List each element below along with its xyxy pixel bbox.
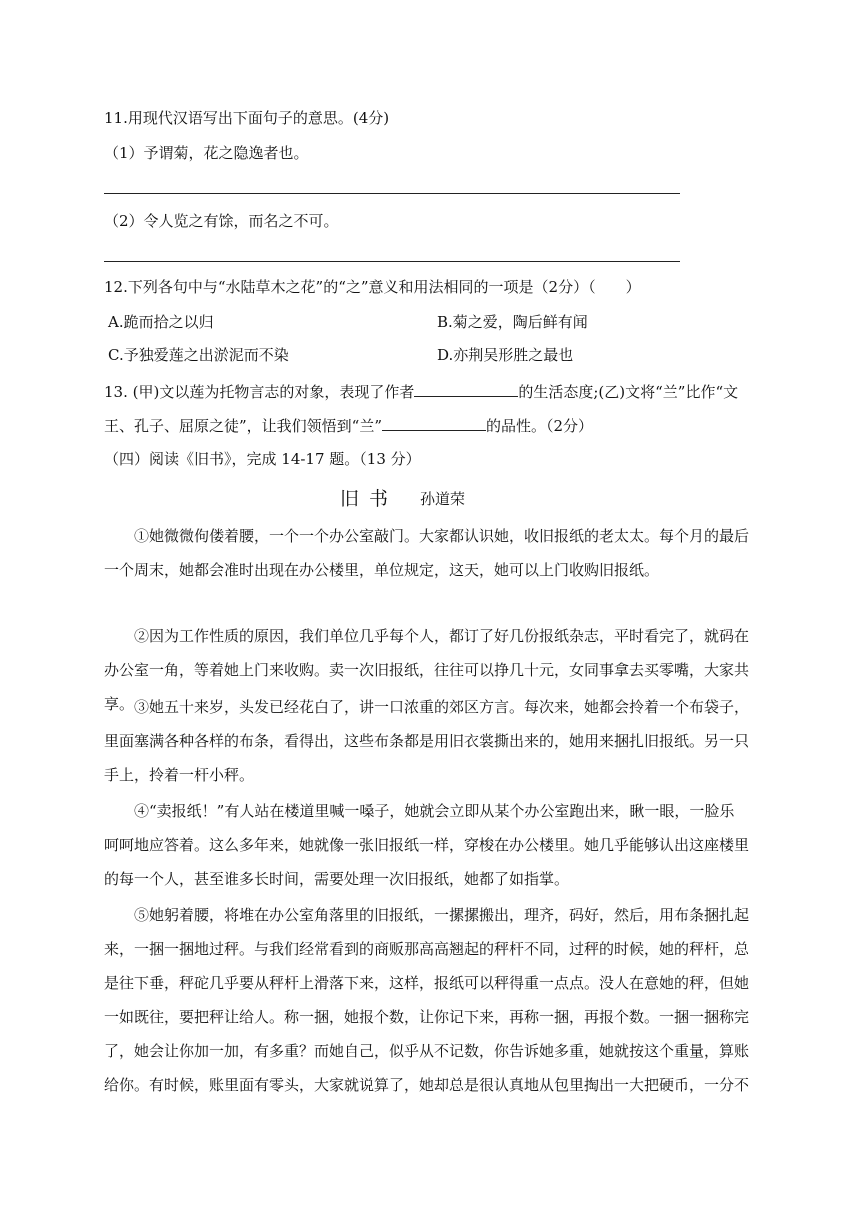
question-11-prompt: 11.用现代汉语写出下面句子的意思。(4分) bbox=[104, 109, 390, 127]
section-4-heading: （四）阅读《旧书》，完成 14-17 题。（13 分） bbox=[104, 450, 421, 468]
paragraph-line: 办公室一角，等着她上门来收购。卖一次旧报纸，往往可以挣几十元，女同事拿去买零嘴，大家共 bbox=[104, 661, 750, 679]
answer-blank-2 bbox=[382, 414, 486, 431]
article-paragraph-3 bbox=[104, 690, 764, 792]
paragraph-line: 一个周末，她都会准时出现在办公楼里，单位规定，这天，她可以上门收购旧报纸。 bbox=[104, 561, 660, 579]
paragraph-line: ⑤她躬着腰，将堆在办公室角落里的旧报纸，一摞摞搬出，理齐，码好，然后，用布条捆扎起 bbox=[134, 906, 750, 924]
paragraph-line: 一如既往，要把秤让给人。称一捆，她报个数，让你记下来，再称一捆，再报个数。一捆一捆称完 bbox=[104, 1008, 750, 1026]
question-13-line-2 bbox=[104, 414, 593, 436]
paragraph-line: ①她微微佝偻着腰，一个一个办公室敲门。大家都认识她，收旧报纸的老太太。每个月的最后 bbox=[134, 527, 750, 545]
paragraph-line: 里面塞满各种各样的布条，看得出，这些布条都是用旧衣裳撕出来的，她用来捆扎旧报纸。另一只 bbox=[104, 732, 750, 750]
paragraph-line: 手上，拎着一杆小秤。 bbox=[104, 766, 255, 784]
option-a: A.跪而拾之以归 bbox=[108, 313, 214, 331]
answer-line-1 bbox=[104, 193, 680, 194]
option-d: D.亦荆吴形胜之最也 bbox=[437, 346, 574, 364]
question-13-part-1: 13. (甲)文以莲为托物言志的对象，表现了作者 bbox=[104, 383, 415, 401]
article-paragraph-5 bbox=[104, 898, 764, 1102]
paragraph-line: 享。 bbox=[104, 695, 135, 713]
question-13-part-4: 的品性。（2分） bbox=[486, 417, 594, 435]
option-c: C.予独爱莲之出淤泥而不染 bbox=[108, 346, 289, 364]
article-title: 旧书 bbox=[340, 488, 399, 510]
question-11-item-1: （1）予谓菊，花之隐逸者也。 bbox=[104, 144, 309, 162]
article-paragraph-4 bbox=[104, 794, 764, 896]
answer-line-2 bbox=[104, 261, 680, 262]
paragraph-line: 来，一捆一捆地过秤。与我们经常看到的商贩那高高翘起的秤杆不同，过秤的时候，她的秤杆，总 bbox=[104, 940, 750, 958]
article-paragraph-1 bbox=[104, 519, 764, 587]
paragraph-line: ④“卖报纸！”有人站在楼道里喊一嗓子，她就会立即从某个办公室跑出来，瞅一眼，一脸乐 bbox=[134, 802, 735, 820]
paragraph-line: 的每一个人，甚至谁多长时间，需要处理一次旧报纸，她都了如指掌。 bbox=[104, 870, 570, 888]
question-12-prompt: 12.下列各句中与“水陆草木之花”的“之”意义和用法相同的一项是（2分）（ ） bbox=[104, 278, 641, 296]
paragraph-line: ②因为工作性质的原因，我们单位几乎每个人，都订了好几份报纸杂志，平时看完了，就码在 bbox=[134, 627, 750, 645]
paragraph-line: ③她五十来岁，头发已经花白了，讲一口浓重的郊区方言。每次来，她都会拎着一个布袋子， bbox=[134, 698, 750, 716]
question-11-item-2: （2）令人览之有馀，而名之不可。 bbox=[104, 212, 339, 230]
question-13-part-3: 王、孔子、屈原之徒”，让我们领悟到“兰” bbox=[104, 417, 383, 435]
question-13-part-2: 的生活态度;(乙)文将“兰”比作“文 bbox=[518, 383, 739, 401]
option-b: B.菊之爱，陶后鲜有闻 bbox=[437, 313, 588, 331]
article-author: 孙道荣 bbox=[420, 490, 466, 508]
paragraph-line: 是往下垂，秤砣几乎要从秤杆上滑落下来，这样，报纸可以秤得重一点点。没人在意她的秤，但她 bbox=[104, 974, 750, 992]
paragraph-line: 呵呵地应答着。这么多年来，她就像一张旧报纸一样，穿梭在办公楼里。她几乎能够认出这座楼里 bbox=[104, 836, 750, 854]
paragraph-line: 给你。有时候，账里面有零头，大家就说算了，她却总是很认真地从包里掏出一大把硬币，一分不 bbox=[104, 1076, 750, 1094]
question-13-line-1 bbox=[104, 380, 738, 402]
paragraph-line: 了，她会让你加一加，有多重？而她自己，似乎从不记数，你告诉她多重，她就按这个重量，算账 bbox=[104, 1042, 750, 1060]
answer-blank-1 bbox=[414, 380, 518, 397]
